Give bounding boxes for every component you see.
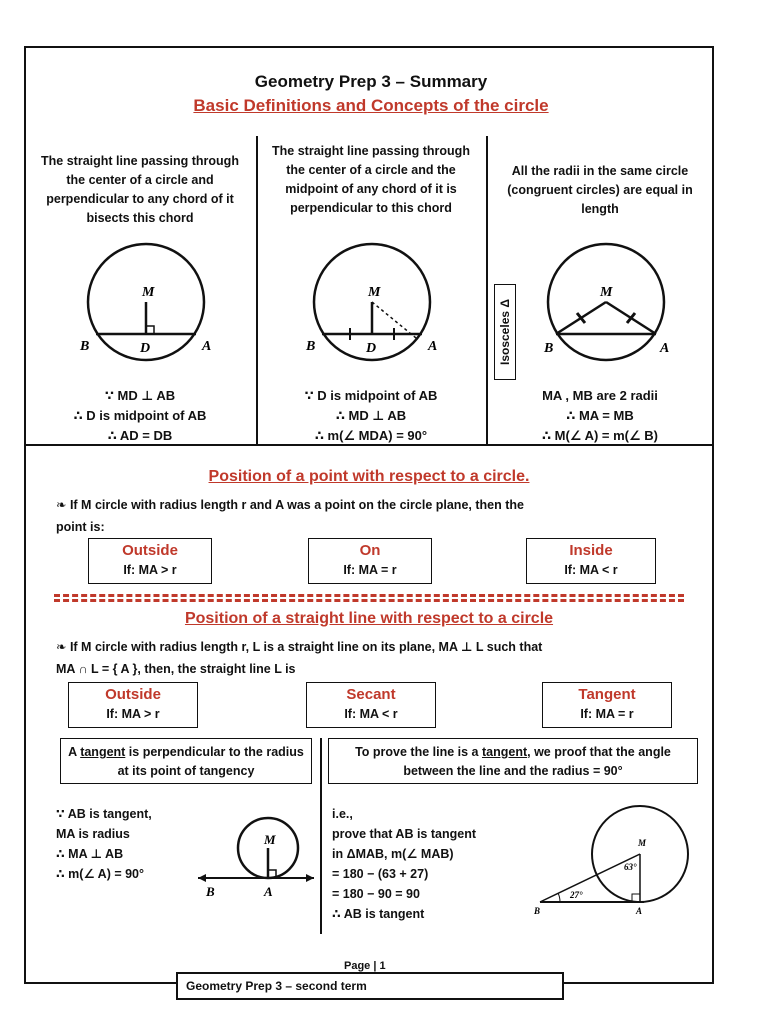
line-case-outside: Outside If: MA > r bbox=[68, 682, 198, 728]
isosceles-side-label: Isosceles Δ bbox=[494, 284, 516, 380]
line-case-secant: Secant If: MA < r bbox=[306, 682, 436, 728]
statement: ∵ D is midpoint of AB bbox=[304, 388, 438, 403]
line-position-heading: Position of a straight line with respect to a circle bbox=[184, 610, 554, 627]
label-B: B bbox=[544, 341, 554, 356]
tangent-proof-box: To prove the line is a tangent, we proof that the angle between the line and the radius = 90° bbox=[328, 738, 698, 784]
red-dashed-divider bbox=[54, 599, 684, 602]
section-divider bbox=[26, 444, 712, 446]
label-A: A bbox=[636, 906, 643, 916]
label-A: A bbox=[202, 339, 212, 354]
column-divider bbox=[256, 136, 258, 446]
vertical-divider bbox=[320, 738, 322, 934]
tangent-proof-list: i.e., prove that AB is tangent in ΔMAB, m(∠ MAB) = 180 − (63 + 27) = 180 − 90 = 90 ∴ AB is tangent bbox=[332, 807, 476, 921]
label-M: M bbox=[638, 838, 647, 848]
point-position-intro: ❧ If M circle with radius length r and A was a point on the circle plane, then the point is: bbox=[56, 498, 524, 534]
angle-label-63: 63° bbox=[624, 862, 637, 872]
angle-label-27: 27° bbox=[570, 890, 583, 900]
section-circle-definitions bbox=[26, 136, 712, 446]
page-frame bbox=[24, 46, 714, 984]
line-position-intro: ❧ If M circle with radius length r, L is a straight line on its plane, MA ⊥ L such that MA ∩ L = { A }, then, the straight line L is bbox=[56, 640, 543, 676]
tangent-given-list: ∵ AB is tangent, MA is radius ∴ MA ⊥ AB ∴ m(∠ A) = 90° bbox=[56, 807, 152, 881]
label-M: M bbox=[142, 285, 155, 300]
statement: ∴ m(∠ MDA) = 90° bbox=[314, 428, 428, 443]
footer-label: Geometry Prep 3 – second term bbox=[176, 972, 564, 1000]
point-case-outside: Outside If: MA > r bbox=[88, 538, 212, 584]
page-number: Page | 1 bbox=[344, 960, 386, 972]
statements-1 bbox=[32, 386, 248, 446]
statements-2 bbox=[262, 386, 480, 446]
label-A: A bbox=[264, 884, 273, 899]
line-case-tangent: Tangent If: MA = r bbox=[542, 682, 672, 728]
label-M: M bbox=[264, 832, 276, 847]
column-divider bbox=[486, 136, 488, 446]
statements-3 bbox=[492, 386, 708, 446]
label-D: D bbox=[366, 341, 377, 356]
tangent-property-box: A tangent is perpendicular to the radius at its point of tangency bbox=[60, 738, 312, 784]
statement: ∴ MA = MB bbox=[566, 408, 634, 423]
tangent-proof-figure bbox=[534, 802, 698, 920]
label-D: D bbox=[140, 341, 151, 356]
label-A: A bbox=[660, 341, 670, 356]
point-case-inside: Inside If: MA < r bbox=[526, 538, 656, 584]
tangent-figure bbox=[192, 812, 318, 906]
label-M: M bbox=[600, 285, 613, 300]
label-B: B bbox=[534, 906, 541, 916]
label-B: B bbox=[80, 339, 90, 354]
definition-text-1: The straight line passing through the center of a circle and perpendicular to any chord of it bisects this chord bbox=[41, 154, 239, 225]
statement: ∴ D is midpoint of AB bbox=[73, 408, 207, 423]
label-B: B bbox=[206, 884, 215, 899]
statement: ∴ M(∠ A) = m(∠ B) bbox=[541, 428, 658, 443]
statement: ∴ MD ⊥ AB bbox=[335, 408, 407, 423]
label-M: M bbox=[368, 285, 381, 300]
statement: ∵ MD ⊥ AB bbox=[104, 388, 176, 403]
page-title: Geometry Prep 3 – Summary bbox=[254, 72, 488, 91]
red-dashed-divider bbox=[54, 594, 684, 597]
definition-text-3: All the radii in the same circle (congruent circles) are equal in length bbox=[507, 164, 693, 216]
statement: ∴ AD = DB bbox=[107, 428, 173, 443]
label-B: B bbox=[306, 339, 316, 354]
label-A: A bbox=[428, 339, 438, 354]
point-case-on: On If: MA = r bbox=[308, 538, 432, 584]
definition-text-2: The straight line passing through the center of a circle and the midpoint of any chord of it is perpendicular to this chord bbox=[272, 144, 470, 215]
midpoint-perpendicular-figure bbox=[292, 242, 452, 372]
statement: MA , MB are 2 radii bbox=[542, 388, 658, 403]
perpendicular-bisector-figure bbox=[66, 242, 226, 372]
point-position-heading: Position of a point with respect to a circle. bbox=[208, 468, 530, 485]
equal-radii-figure bbox=[526, 242, 686, 372]
page-subtitle: Basic Definitions and Concepts of the circle bbox=[193, 96, 549, 115]
